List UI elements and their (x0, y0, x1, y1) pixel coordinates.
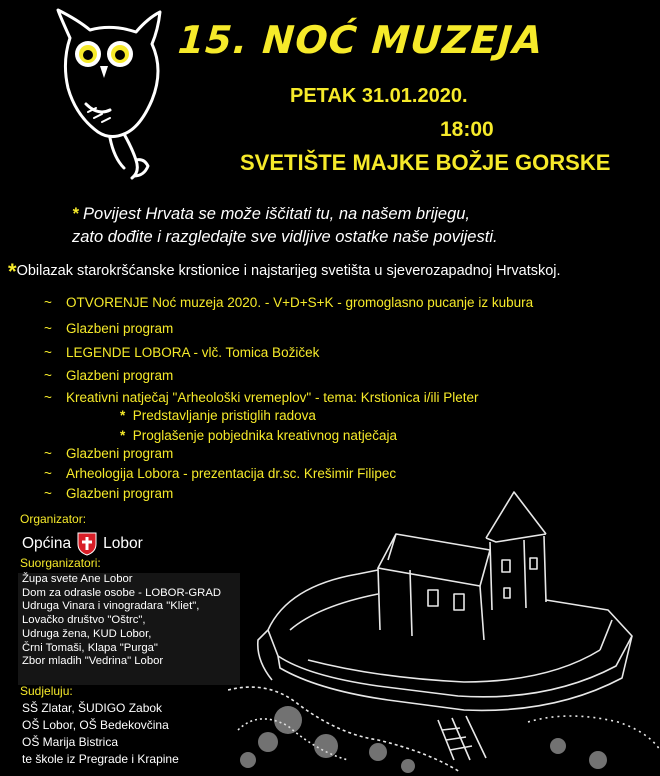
participants-label: Sudjeluju: (20, 684, 73, 698)
participant-item: SŠ Zlatar, ŠUDIGO Zabok (22, 701, 163, 715)
intro-text-1: Povijest Hrvata se može iščitati tu, na našem brijegu, (83, 205, 471, 223)
tilde-bullet-icon: ~ (44, 486, 52, 501)
intro-line-1 (72, 205, 470, 224)
program-subitem (120, 428, 397, 443)
organizer-name (22, 532, 143, 556)
tilde-bullet-icon: ~ (44, 390, 52, 405)
program-item-text: Glazbeni program (66, 446, 174, 461)
event-date: PETAK 31.01.2020. (290, 85, 468, 107)
tilde-bullet-icon: ~ (44, 345, 52, 360)
coorganizers-label: Suorganizatori: (20, 556, 101, 570)
program-item-text: Glazbeni program (66, 368, 174, 383)
coorganizer-item: Zbor mladih "Vedrina" Lobor (22, 655, 164, 668)
star-bullet-icon: * (72, 205, 79, 223)
program-item-text: Arheologija Lobora - prezentacija dr.sc. Krešimir Filipec (66, 466, 397, 481)
intro-text-3: Obilazak starokršćanske krstionice i najstarijeg svetišta u sjeverozapadnoj Hrvatskoj. (16, 263, 561, 279)
coorganizer-item: Lovačko društvo "Oštrc", (22, 614, 146, 627)
star-bullet-icon: * (120, 408, 126, 423)
tilde-bullet-icon: ~ (44, 368, 52, 383)
program-item-text: Kreativni natječaj "Arheološki vremeplov" - tema: Krstionica i/ili Pleter (66, 390, 479, 405)
organizer-name-part2: Lobor (103, 535, 143, 552)
program-item (44, 466, 396, 481)
program-item (44, 321, 173, 336)
participant-item: OŠ Marija Bistrica (22, 735, 119, 749)
program-item (44, 446, 173, 461)
program-item-text: LEGENDE LOBORA - vlč. Tomica Božiček (66, 345, 320, 360)
program-item (44, 295, 533, 310)
coat-of-arms-icon (77, 532, 97, 556)
star-bullet-icon: * (120, 428, 126, 443)
event-venue: SVETIŠTE MAJKE BOŽJE GORSKE (240, 150, 611, 175)
coorganizer-item: Udruga žena, KUD Lobor, (22, 627, 152, 640)
program-item (44, 486, 173, 501)
organizer-name-part1: Općina (22, 535, 72, 552)
program-item (44, 390, 479, 405)
program-item-text: Glazbeni program (66, 486, 174, 501)
program-subitem (120, 408, 316, 423)
program-item (44, 368, 173, 383)
owl-illustration (40, 8, 170, 183)
coorganizer-item: Črni Tomaši, Klapa "Purga" (22, 641, 158, 654)
tilde-bullet-icon: ~ (44, 295, 52, 310)
program-item-text: Glazbeni program (66, 321, 174, 336)
church-illustration (228, 490, 660, 776)
program-subitem-text: Predstavljanje pristiglih radova (132, 408, 316, 423)
tilde-bullet-icon: ~ (44, 466, 52, 481)
organizer-label: Organizator: (20, 512, 87, 526)
participant-item: OŠ Lobor, OŠ Bedekovčina (22, 718, 169, 732)
coorganizer-item: Dom za odrasle osobe - LOBOR-GRAD (22, 586, 222, 599)
program-item (44, 345, 319, 360)
event-title: 15. NOĆ MUZEJA (176, 18, 546, 62)
participant-item: te škole iz Pregrade i Krapine (22, 752, 179, 766)
coorganizer-item: Župa svete Ane Lobor (22, 573, 133, 585)
coorganizer-item: Udruga Vinara i vinogradara "Kliet", (22, 600, 200, 613)
star-bullet-icon: * (8, 259, 17, 284)
intro-line-3 (8, 259, 561, 285)
program-subitem-text: Proglašenje pobjednika kreativnog natječaja (132, 428, 397, 443)
program-item-text: OTVORENJE Noć muzeja 2020. - V+D+S+K - gromoglasno pucanje iz kubura (66, 295, 534, 310)
event-time: 18:00 (440, 118, 494, 141)
participants-list (22, 700, 179, 768)
tilde-bullet-icon: ~ (44, 321, 52, 336)
tilde-bullet-icon: ~ (44, 446, 52, 461)
intro-line-2: zato dođite i razgledajte sve vidljive ostatke naše povijesti. (72, 228, 498, 246)
coorganizers-list (22, 573, 221, 669)
